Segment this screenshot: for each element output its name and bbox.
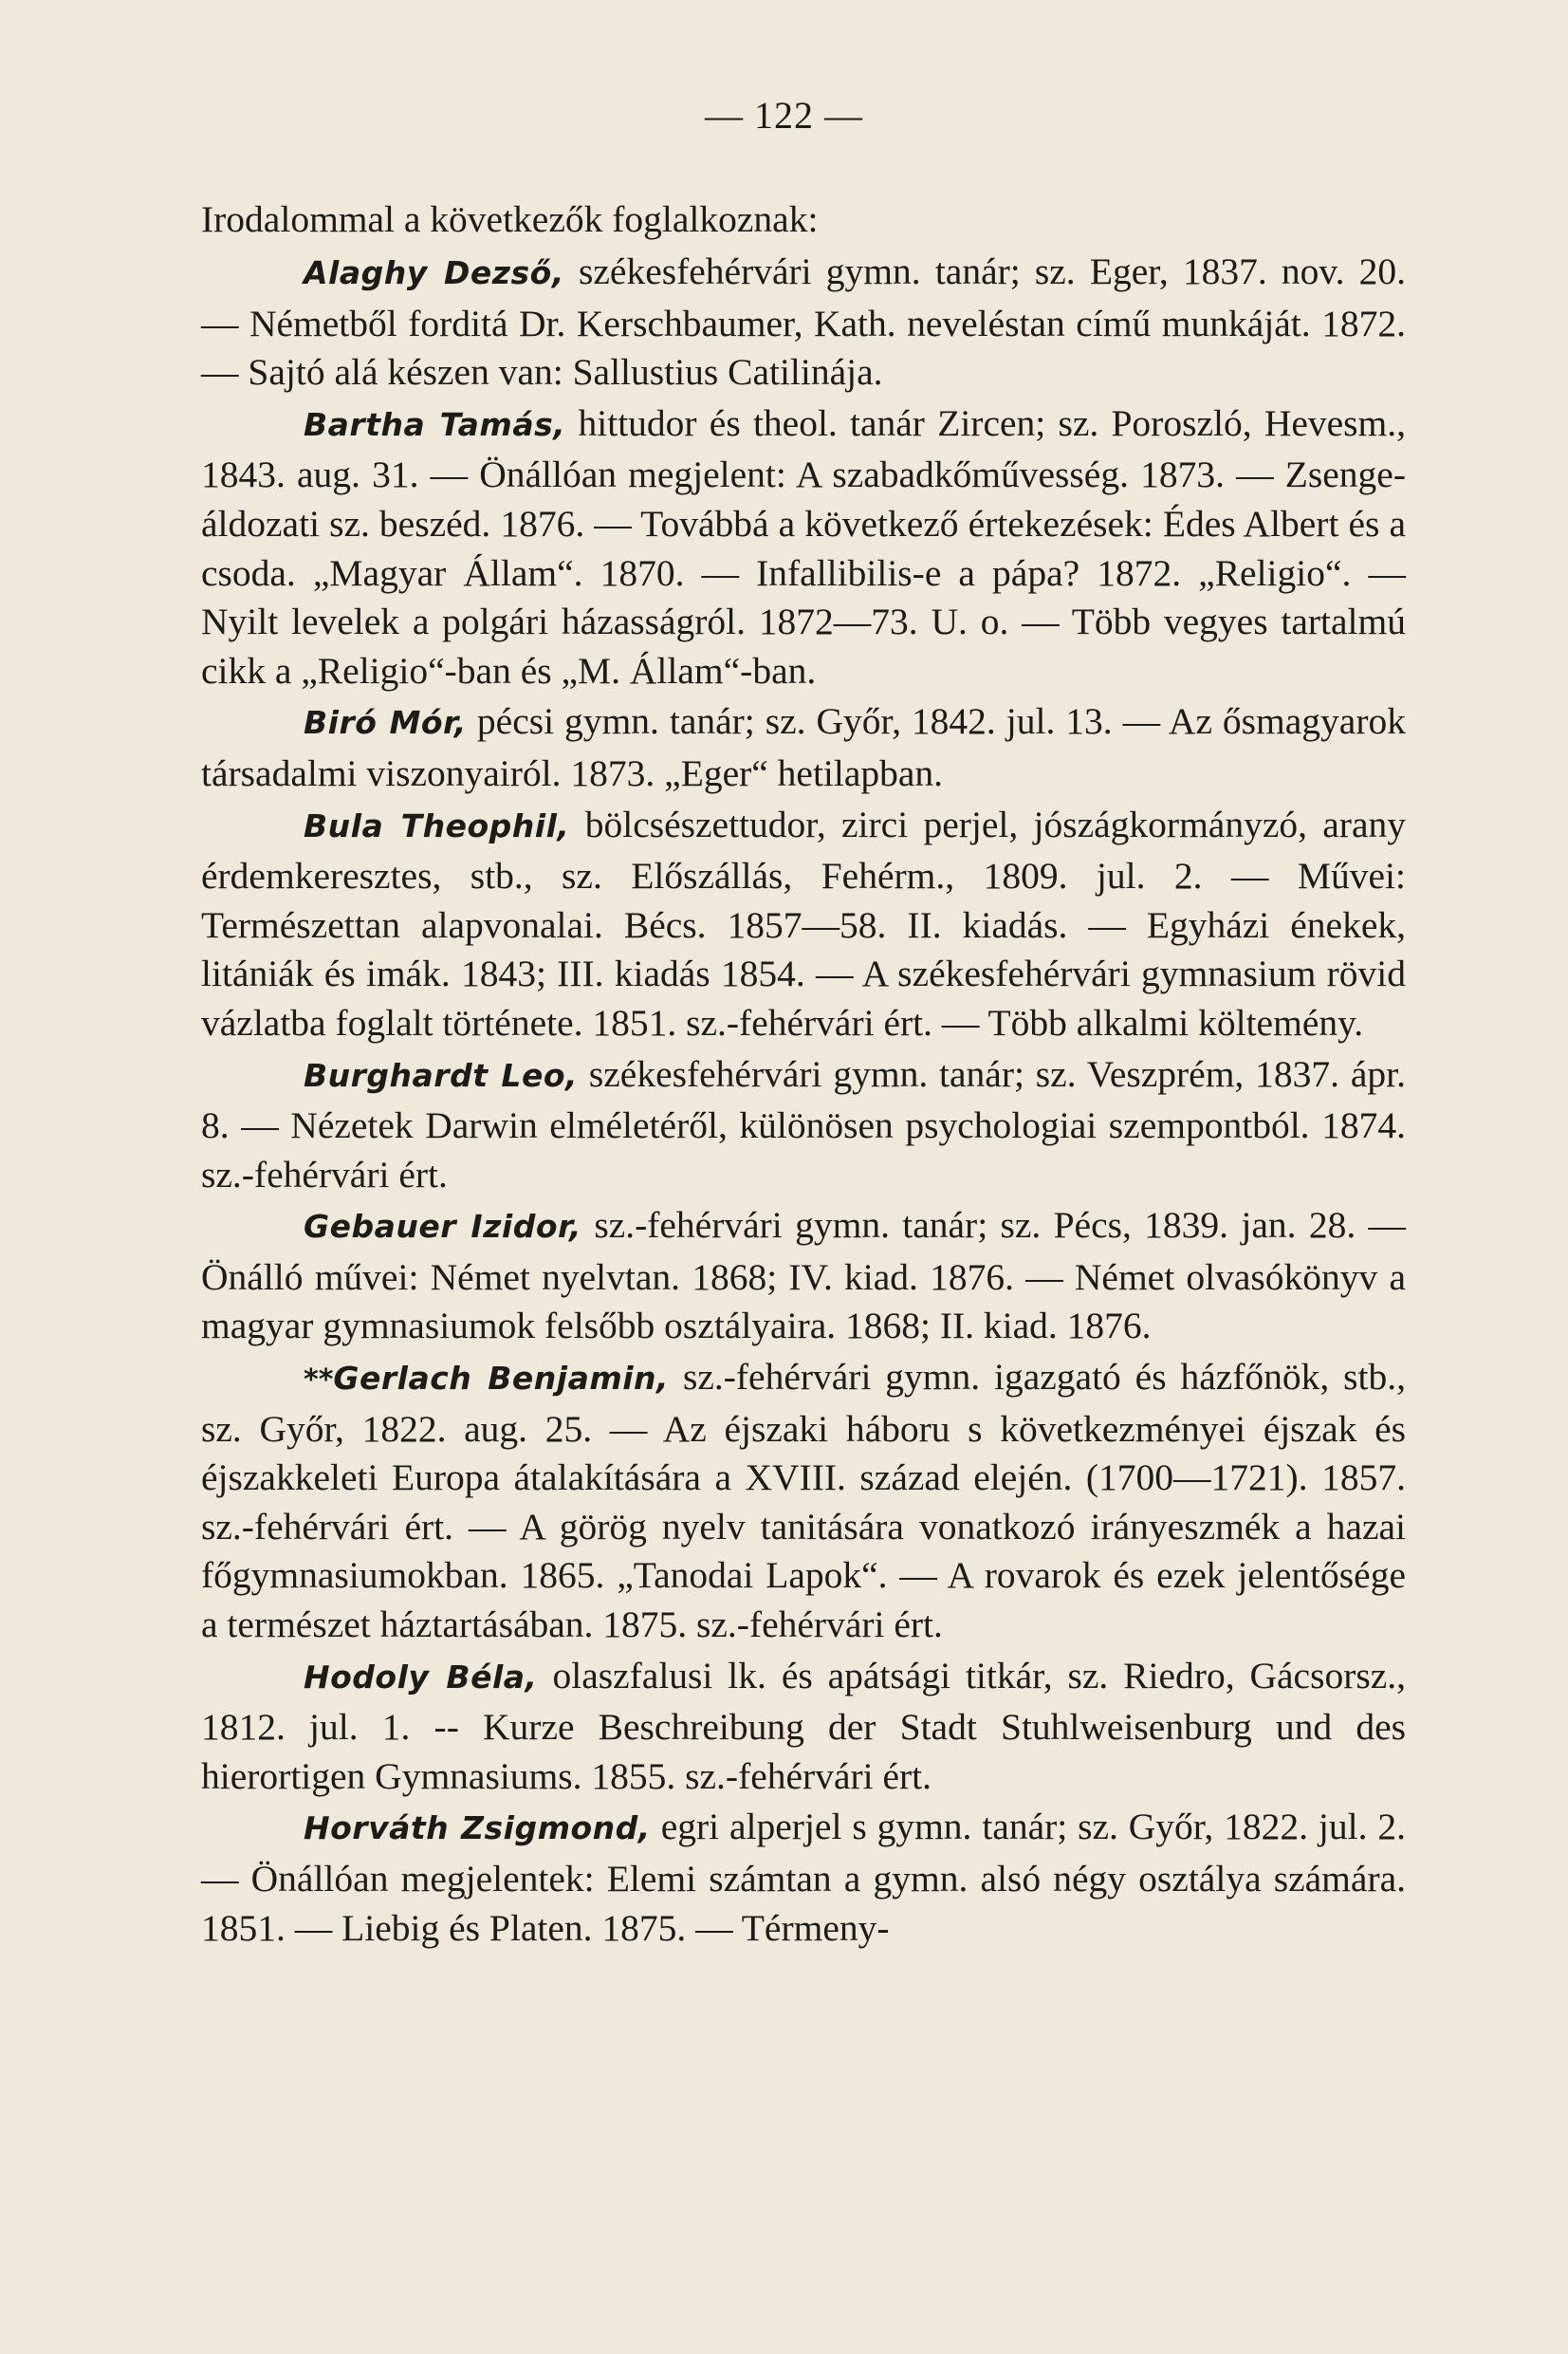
entry-marks: ** [304, 1363, 334, 1398]
entry-name: Bula Theophil, [304, 806, 570, 844]
main-text [201, 195, 1406, 1955]
entry-bula [201, 801, 1406, 1048]
entry-text: hittudor és theol. tanár Zircen; sz. Poroszló, Hevesm., 1843. aug. 31. — Önállóan megjelent: A szabadkőművesség. 1873. — Zsenge-áldozati sz. beszéd. 1876. — Továbbá a következő értekezések: Édes Albert és a csoda. „Magyar Állam“. 1870. — Infallibilis-e a pápa? 1872. „Religio“. — Nyilt levelek a polgári házasságról. 1872—73. U. o. — Több vegyes tartalmú cikk a „Religio“-ban és „M. Állam“-ban. [201, 401, 1406, 692]
entry-text: székesfehérvári gymn. tanár; sz. Veszprém, 1837. ápr. 8. — Nézetek Darwin elméletéről, különösen psychologiai szempontból. 1874. sz.-fehérvári ért. [201, 1052, 1406, 1196]
entry-name: Burghardt Leo, [304, 1056, 579, 1094]
page-number: — 122 — [705, 94, 863, 137]
entry-name: Biró Mór, [304, 704, 467, 742]
entry-text: sz.-fehérvári gymn. igazgató és házfőnök, stb., sz. Győr, 1822. aug. 25. — Az éjszaki háboru s következményei éjszak és éjszakkeleti Europa átalakítására a XVIII. század elején. (1700—1721). 1857. sz.-fehérvári ért. — A görög nyelv tanitására vonatkozó irányeszmék a hazai főgymnasiumokban. 1865. „Tanodai Lapok“. — A rovarok és ezek jelentősége a természet háztartásában. 1875. sz.-fehérvári ért. [201, 1356, 1407, 1646]
entry-biro [201, 697, 1406, 798]
entry-name: Bartha Tamás, [304, 405, 566, 443]
entry-text: egri alperjel s gymn. tanár; sz. Győr, 1822. jul. 2. — Önállóan megjelentek: Elemi számtan a gymn. alsó négy osztálya számára. 1851. — Liebig és Platen. 1875. — Térmeny- [201, 1806, 1406, 1949]
entry-text: sz.-fehérvári gymn. tanár; sz. Pécs, 1839. jan. 28. — Önálló művei: Német nyelvtan. 1868; IV. kiad. 1876. — Német olvasókönyv a magyar gymnasiumok felsőbb osztályaira. 1868; II. kiad. 1876. [201, 1204, 1407, 1347]
entry-name: Gebauer Izidor, [304, 1208, 581, 1246]
entry-text: bölcsészettudor, zirci perjel, jószágkormányzó, arany érdemkeresztes, stb., sz. Előszállás, Fehérm., 1809. jul. 2. — Művei: Természettan alapvonalai. Bécs. 1857—58. II. kiadás. — Egyházi énekek, litániák és imák. 1843; III. kiadás 1854. — A székesfehérvári gymnasium rövid vázlatba foglalt története. 1851. sz.-fehérvári ért. — Több alkalmi költemény. [201, 803, 1406, 1044]
entry-name: Alaghy Dezső, [304, 254, 564, 291]
intro-line: Irodalommal a következők foglalkoznak: [201, 198, 819, 240]
entry-name: Hodoly Béla, [304, 1658, 538, 1696]
entry-name: Gerlach Benjamin, [333, 1360, 670, 1398]
entry-alaghy [201, 248, 1406, 398]
entry-text: pécsi gymn. tanár; sz. Győr, 1842. jul. 13. — Az ősmagyarok társadalmi viszonyairól. 1873. „Eger“ hetilapban. [201, 700, 1406, 794]
entry-burghardt [201, 1050, 1406, 1200]
entry-hodoly [201, 1652, 1406, 1802]
entry-text: olaszfalusi lk. és apátsági titkár, sz. Riedro, Gácsorsz., 1812. jul. 1. -- Kurze Beschreibung der Stadt Stuhlweisenburg und des hierortigen Gymnasiums. 1855. sz.-fehérvári ért. [201, 1654, 1406, 1797]
entry-name: Horváth Zsigmond, [304, 1809, 651, 1847]
entry-horvath [201, 1803, 1406, 1953]
entry-bartha [201, 399, 1406, 696]
entry-gebauer [201, 1201, 1406, 1351]
entry-text: székesfehérvári gymn. tanár; sz. Eger, 1837. nov. 20. — Németből forditá Dr. Kerschbaumer, Kath. neveléstan című munkáját. 1872. — Sajtó alá készen van: Sallustius Catilinája. [201, 250, 1406, 394]
entry-gerlach [201, 1353, 1406, 1650]
